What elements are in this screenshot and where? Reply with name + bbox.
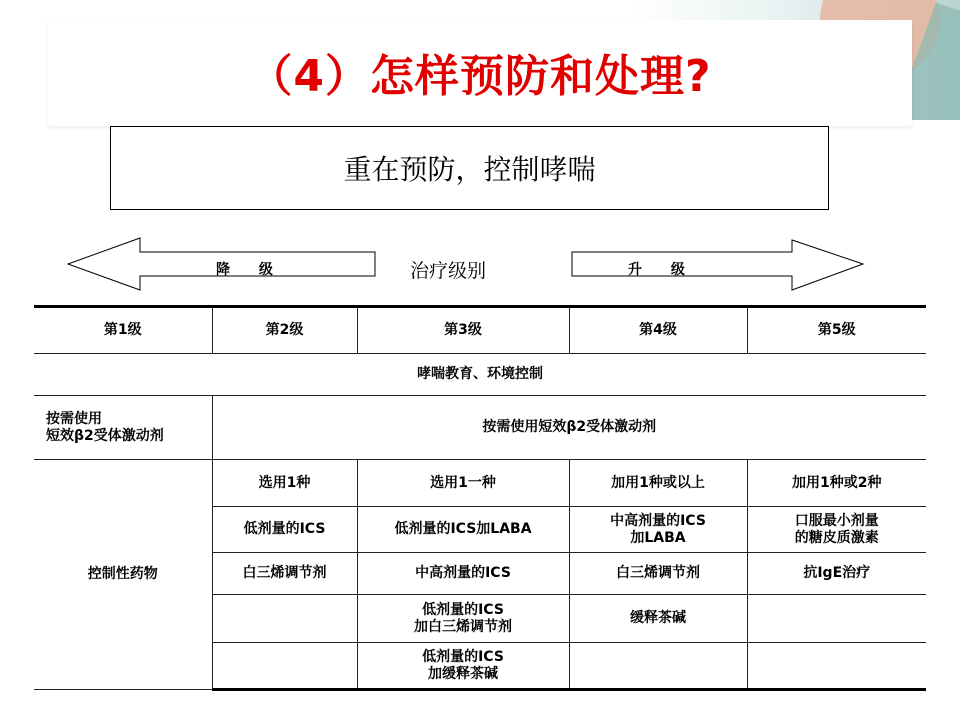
controller-choose-row: [34, 460, 926, 507]
row5-level-3: [357, 643, 569, 690]
row5-level-4: [569, 643, 747, 690]
row3-level-2: 白三烯调节剂: [212, 553, 357, 595]
row2-level-4-line2: 加LABA: [630, 529, 686, 546]
down-arrow-label: 降 级: [216, 262, 285, 278]
row3-level-3: 中高剂量的ICS: [357, 553, 569, 595]
header-level-4: 第4级: [569, 307, 747, 354]
row5-level-2: [212, 643, 357, 690]
header-level-1: 第1级: [34, 307, 212, 354]
row5-level-3-line2: 加缓释茶碱: [428, 665, 498, 682]
row2-level-5-line2: 的糖皮质激素: [794, 529, 879, 546]
row5-level-3-line1: 低剂量的ICS: [422, 648, 504, 665]
subtitle-text: 重在预防，控制哮喘: [343, 153, 596, 186]
row2-level-5: [747, 507, 926, 553]
row2-level-4: [569, 507, 747, 553]
education-cell: 哮喘教育、环境控制: [34, 354, 926, 396]
header-level-3: 第3级: [357, 307, 569, 354]
row4-level-2: [212, 595, 357, 643]
row2-level-3: 低剂量的ICS加LABA: [357, 507, 569, 553]
row4-level-3: [357, 595, 569, 643]
header-level-5: 第5级: [747, 307, 926, 354]
header-level-2: 第2级: [212, 307, 357, 354]
reliever-level1-cell: [34, 396, 212, 460]
row5-level-5: [747, 643, 926, 690]
treatment-table: [34, 305, 926, 691]
subtitle-box: [110, 126, 829, 210]
education-row: [34, 354, 926, 396]
choose-level-4: 加用1种或以上: [569, 460, 747, 507]
row3-level-4: 白三烯调节剂: [569, 553, 747, 595]
choose-level-2: 选用1种: [212, 460, 357, 507]
controller-label-cell: 控制性药物: [34, 460, 212, 690]
reliever-row: [34, 396, 926, 460]
row2-level-5-line1: 口服最小剂量: [794, 512, 879, 529]
reliever-other-cell: 按需使用短效β2受体激动剂: [212, 396, 926, 460]
treatment-level-label: 治疗级别: [410, 260, 487, 282]
reliever-level1-line2: 短效β2受体激动剂: [46, 427, 164, 444]
row4-level-5: [747, 595, 926, 643]
up-arrow-label: 升 级: [628, 262, 697, 278]
choose-level-3: 选用1一种: [357, 460, 569, 507]
row2-level-4-line1: 中高剂量的ICS: [610, 512, 706, 529]
table-header-row: [34, 307, 926, 354]
reliever-level1-line1: 按需使用: [46, 410, 102, 427]
up-arrow-shape: [572, 240, 863, 290]
row4-level-3-line2: 加白三烯调节剂: [414, 618, 512, 635]
row3-level-5: 抗IgE治疗: [747, 553, 926, 595]
choose-level-5: 加用1种或2种: [747, 460, 926, 507]
row4-level-4: 缓释茶碱: [569, 595, 747, 643]
row4-level-3-line1: 低剂量的ICS: [422, 601, 504, 618]
page-title: （4）怎样预防和处理?: [248, 51, 712, 102]
row2-level-2: 低剂量的ICS: [212, 507, 357, 553]
